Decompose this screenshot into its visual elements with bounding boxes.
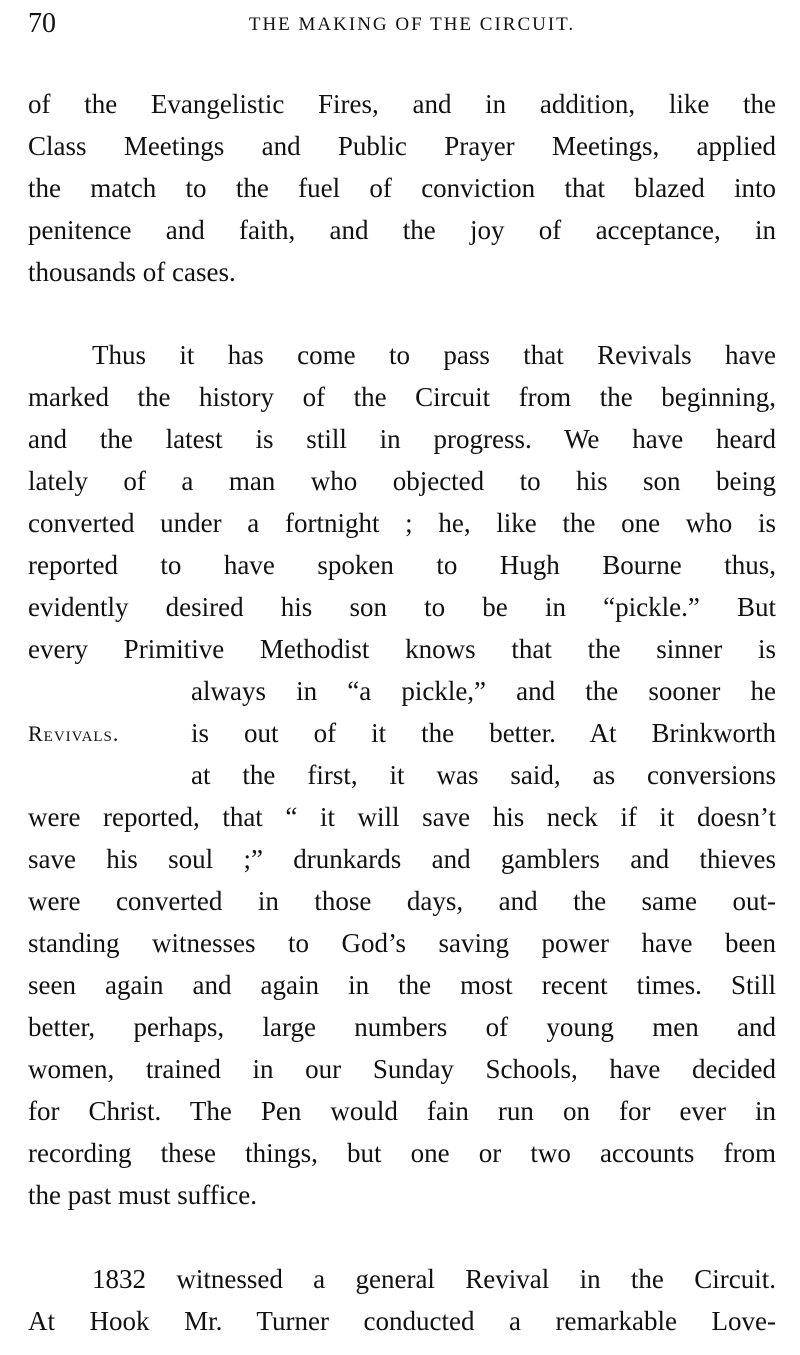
text-line: reported to have spoken to Hugh Bourne thus,	[28, 550, 776, 580]
text-line: the match to the fuel of conviction that blazed into	[28, 173, 776, 203]
text-line: marked the history of the Circuit from the beginning,	[28, 382, 776, 412]
page-number: 70	[28, 8, 56, 39]
margin-sidenote: Revivals.	[28, 721, 120, 746]
text-line: recording these things, but one or two accounts from	[28, 1138, 776, 1168]
text-line: the past must suffice.	[28, 1180, 257, 1210]
text-line: of the Evangelistic Fires, and in addition, like the	[28, 89, 776, 119]
page-header	[28, 6, 776, 40]
text-line: penitence and faith, and the joy of acceptance, in	[28, 215, 776, 245]
text-line: Class Meetings and Public Prayer Meetings, applied	[28, 131, 776, 161]
text-line: is out of it the better. At Brinkworth	[191, 718, 776, 748]
text-line: always in “a pickle,” and the sooner he	[191, 676, 776, 706]
text-line: women, trained in our Sunday Schools, have decided	[28, 1054, 776, 1084]
text-line: at the first, it was said, as conversions	[191, 760, 776, 790]
text-line: were reported, that “ it will save his neck if it doesn’t	[28, 802, 776, 832]
text-line: better, perhaps, large numbers of young men and	[28, 1012, 776, 1042]
text-line: seen again and again in the most recent times. Still	[28, 970, 776, 1000]
text-line: save his soul ;” drunkards and gamblers and thieves	[28, 844, 776, 874]
text-line: standing witnesses to God’s saving power have been	[28, 928, 776, 958]
text-line: every Primitive Methodist knows that the sinner is	[28, 634, 776, 664]
text-line: for Christ. The Pen would fain run on for ever in	[28, 1096, 776, 1126]
text-line: lately of a man who objected to his son being	[28, 466, 776, 496]
text-line: thousands of cases.	[28, 257, 236, 287]
text-line: and the latest is still in progress. We have heard	[28, 424, 776, 454]
text-line: At Hook Mr. Turner conducted a remarkable Love-	[28, 1306, 776, 1336]
text-line: were converted in those days, and the same out-	[28, 886, 776, 916]
text-line: 1832 witnessed a general Revival in the Circuit.	[92, 1264, 776, 1294]
running-title: THE MAKING OF THE CIRCUIT.	[248, 14, 576, 35]
text-line: Thus it has come to pass that Revivals have	[92, 340, 776, 370]
text-line: converted under a fortnight ; he, like the one who is	[28, 508, 776, 538]
text-line: evidently desired his son to be in “pickle.” But	[28, 592, 776, 622]
